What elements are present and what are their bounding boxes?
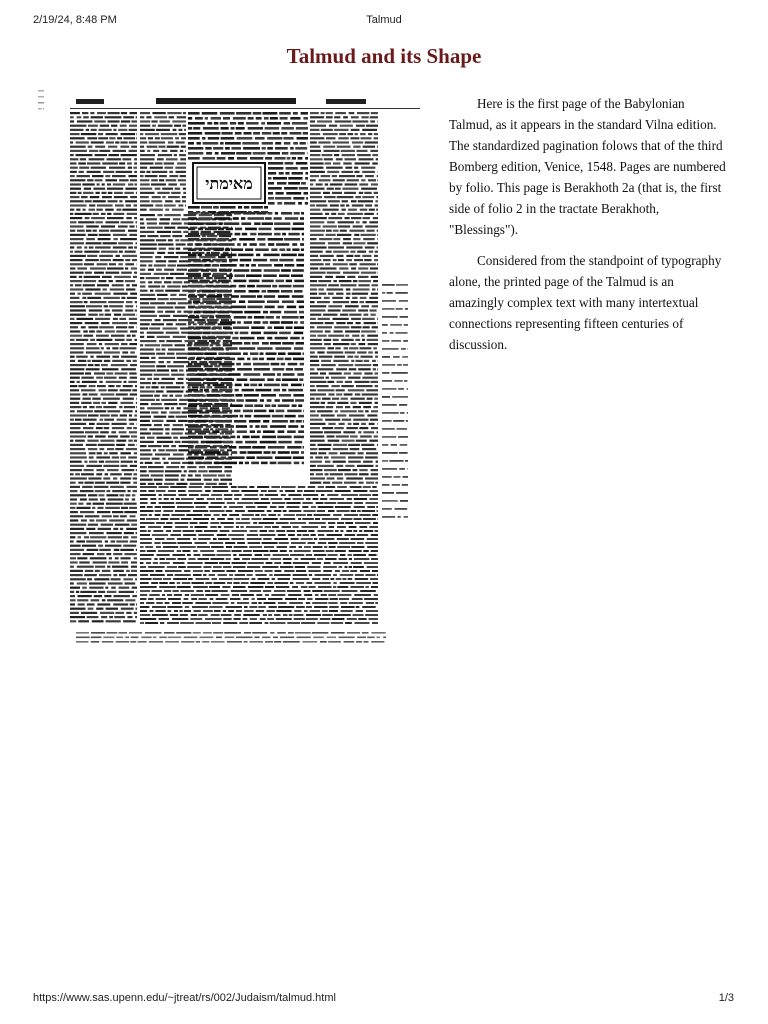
talmud-page-image	[36, 84, 420, 652]
talmud-headline	[70, 97, 420, 109]
print-page-count: 1/3	[718, 992, 734, 1004]
print-url: https://www.sas.upenn.edu/~jtreat/rs/002/Judaism/talmud.html	[33, 992, 336, 1004]
talmud-page-scan	[36, 84, 420, 652]
talmud-title-box	[193, 163, 265, 203]
print-footer	[0, 992, 768, 1012]
description-paragraph-1: Here is the first page of the Babylonian Talmud, as it appears in the standard Vilna edition. The standardized pagination folows that of the third Bomberg edition, Venice, 1548. Pages are numbered by folio. This page is Berakhoth 2a (that is, the first side of folio 2 in the tractate Berakhoth, "Blessings").	[449, 96, 726, 237]
description	[449, 93, 731, 365]
print-doc-title: Talmud	[366, 14, 402, 26]
print-datetime: 2/19/24, 8:48 PM	[33, 14, 117, 26]
description-paragraph-2: Considered from the standpoint of typography alone, the printed page of the Talmud is an amazingly complex text with many intertextual connections representing fifteen centuries of discussion.	[449, 253, 722, 352]
central-word: מאימתי	[205, 174, 253, 193]
page-title: Talmud and its Shape	[286, 44, 482, 68]
print-header	[0, 14, 768, 34]
